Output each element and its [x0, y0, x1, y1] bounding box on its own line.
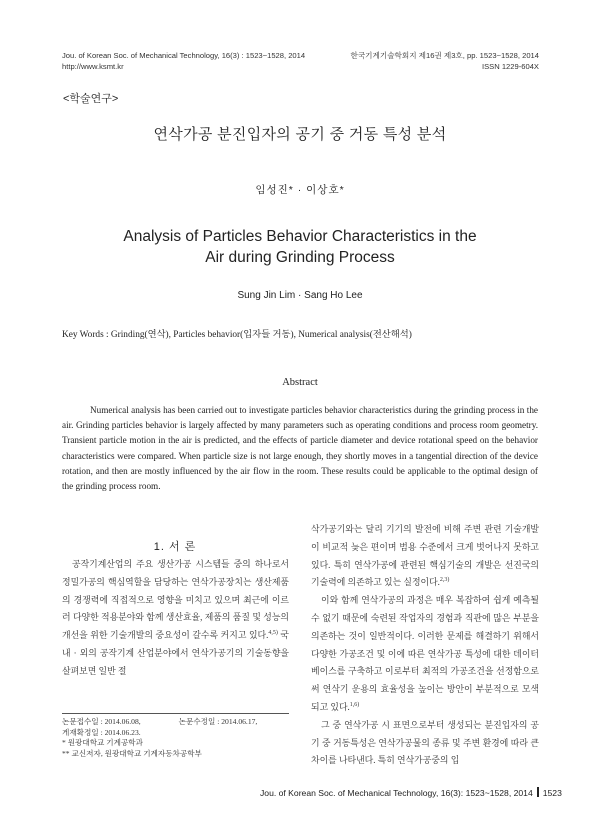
intro-paragraph-1	[62, 556, 289, 681]
footnotes	[62, 717, 297, 759]
article-category: <학술연구>	[63, 93, 119, 105]
citation-ref: 2,3)	[439, 577, 450, 584]
abstract-heading: Abstract	[282, 377, 318, 388]
footer-separator	[537, 787, 539, 797]
right-column-body	[311, 521, 539, 770]
intro-paragraph-1-text: 공작기계산업의 주요 생산가공 시스템들 중의 하나로서 정밀가공의 핵심역할을 담당하는 연삭가공장치는 생산제품의 경쟁력에 직접적으로 영향을 미치고 있으며 최근에 이르러 다양한 적용분야와 함께 생산효율, 제품의 품질 및 성능의 개선을 위한 기술개발의 중요성이 갈수록 커지고 있다.	[62, 559, 289, 641]
keywords: Key Words : Grinding(연삭), Particles behavior(입자들 거동), Numerical analysis(전산해석)	[62, 330, 412, 340]
footnote-affiliation-2: ** 교신저자, 원광대학교 기계자동차공학부	[62, 748, 202, 758]
intro-paragraph-1-tail: 국내 · 외의 공작기계 산업분야에서 연삭가공기의 기술동향을 살펴보면 일반 절	[62, 630, 290, 676]
footnote-divider	[62, 713, 289, 714]
title-english	[0, 226, 600, 268]
title-english-line1: Analysis of Particles Behavior Characteristics in the	[123, 228, 477, 245]
authors-korean: 임성진* · 이상호*	[255, 184, 345, 196]
title-english-line2: Air during Grinding Process	[205, 249, 395, 266]
page-footer	[260, 787, 562, 798]
right-paragraph-3: 그 중 연삭가공 시 표면으로부터 생성되는 분진입자의 공기 중 거동특성은 연삭가공물의 종류 및 주변 환경에 따라 큰 차이를 나타낸다. 특히 연삭가공중의 입	[311, 719, 539, 766]
right-paragraph-2-text: 이와 함께 연삭가공의 과정은 매우 복잡하여 쉽게 예측될 수 없기 때문에 숙련된 작업자의 경험과 직관에 많은 부분을 의존하는 것이 일반적이다. 이러한 문제를 해결하기 위해서 다양한 가공조건 및 이에 따른 연삭가공 특성에 대한 데이터베이스를 구축하고 이로부터 최적의 가공조건을 선정함으로써 연삭기 운용의 효율성을 높이는 방안이 부분적으로 모색되고 있다.	[311, 595, 539, 712]
citation-ref: 4,5)	[268, 630, 278, 637]
running-header-left	[62, 50, 305, 72]
right-paragraph-2	[311, 592, 539, 717]
title-korean: 연삭가공 분진입자의 공기 중 거동 특성 분석	[153, 126, 447, 143]
right-paragraph-1	[311, 521, 539, 592]
footnote-accepted: 게재확정일 : 2014.06.23.	[62, 727, 141, 737]
header-url[interactable]: http://www.ksmt.kr	[62, 62, 124, 71]
section-heading-introduction: 1. 서 론	[153, 541, 197, 553]
left-column-body	[62, 556, 289, 681]
footnote-received: 논문접수일 : 2014.06.08,	[62, 717, 141, 726]
header-citation-en: Jou. of Korean Soc. of Mechanical Technology, 16(3) : 1523~1528, 2014	[62, 51, 306, 60]
citation-ref: 1,6)	[349, 702, 360, 708]
footnote-affiliation-1: * 원광대학교 기계공학과	[62, 738, 143, 747]
header-issn: ISSN 1229-604X	[482, 62, 539, 71]
page-number: 1523	[542, 788, 562, 798]
footnote-revised: 논문수정일 : 2014.06.17,	[178, 717, 258, 726]
authors-english: Sung Jin Lim · Sang Ho Lee	[237, 290, 363, 301]
abstract-body: Numerical analysis has been carried out to investigate particles behavior characteristics during the grinding process in the air. Grinding particles behavior is largely affected by many parameters such as operating conditions and process room geometry. Transient particle motion in the air is predicted, and the effects of particle diameter and device rotational speed on the behavior characteristics were compared. When particle size is not large enough, they shortly moves in a tangential direction of the device rotation, and then are mostly influenced by the air flow in the room. These results could be applicable to the optimal design of the grinding process room.	[62, 405, 538, 492]
footnote-dates	[62, 717, 297, 728]
right-paragraph-1-text: 삭가공기와는 달리 기기의 발전에 비해 주변 관련 기술개발이 비교적 늦은 편이며 범용 수준에서 크게 벗어나지 못하고 있다. 특히 연삭가공에 관련된 핵심기술의 개발은 선진국의 기술력에 의존하고 있는 실정이다.	[311, 524, 539, 588]
footer-citation: Jou. of Korean Soc. of Mechanical Technology, 16(3): 1523~1528, 2014	[260, 788, 533, 798]
header-citation-ko: 한국기계기술학회지 제16권 제3호, pp. 1523~1528, 2014	[350, 51, 539, 60]
running-header-right	[339, 50, 539, 72]
